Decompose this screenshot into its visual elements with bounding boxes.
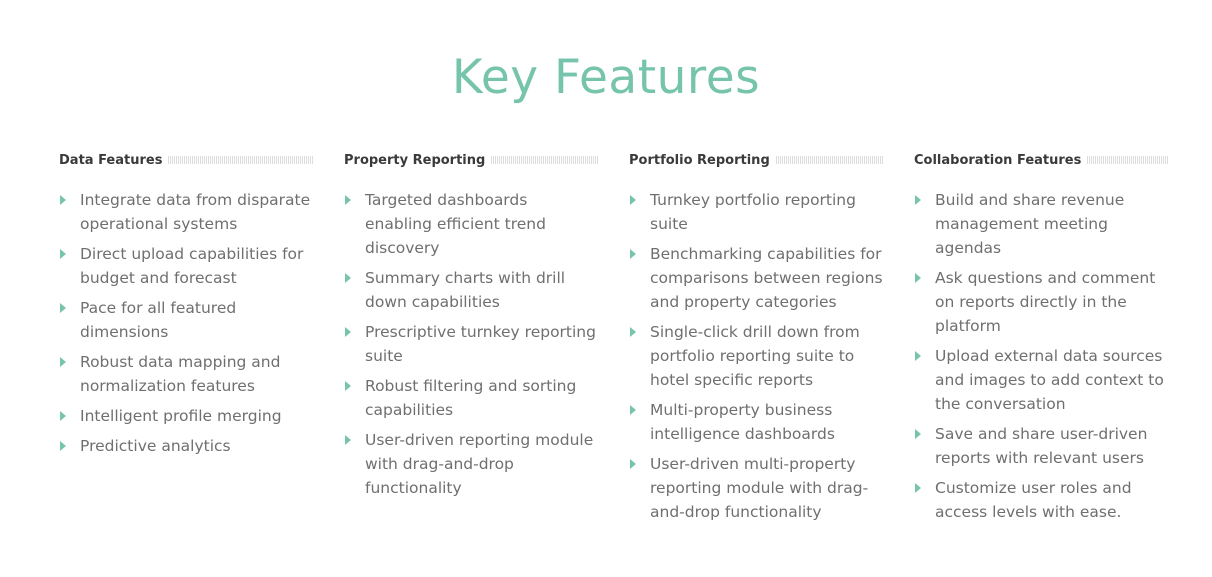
list-item [59,242,314,290]
list-item-text: Robust filtering and sorting capabilities [365,377,577,419]
column-header [344,150,599,170]
triangle-bullet-icon [915,351,921,361]
triangle-bullet-icon [915,429,921,439]
list-item-text: Ask questions and comment on reports directly in the platform [935,269,1156,335]
triangle-bullet-icon [345,195,351,205]
list-item [59,434,314,458]
triangle-bullet-icon [345,273,351,283]
feature-list [59,188,314,458]
triangle-bullet-icon [915,483,921,493]
triangle-bullet-icon [345,435,351,445]
feature-list [914,188,1169,524]
list-item [629,320,884,392]
list-item-text: Summary charts with drill down capabilities [365,269,566,311]
list-item-text: Turnkey portfolio reporting suite [650,191,856,233]
list-item-text: Benchmarking capabilities for comparisons between regions and property categories [650,245,883,311]
column-portfolio-reporting [629,150,884,530]
triangle-bullet-icon [630,327,636,337]
column-title: Property Reporting [344,152,486,168]
triangle-bullet-icon [630,195,636,205]
list-item [59,188,314,236]
dotted-divider [168,156,314,164]
list-item-text: Direct upload capabilities for budget and forecast [80,245,304,287]
triangle-bullet-icon [60,195,66,205]
triangle-bullet-icon [345,381,351,391]
list-item [344,320,599,368]
triangle-bullet-icon [60,441,66,451]
list-item-text: Single-click drill down from portfolio reporting suite to hotel specific reports [650,323,860,389]
list-item [344,266,599,314]
triangle-bullet-icon [915,195,921,205]
list-item [629,398,884,446]
dotted-divider [776,156,884,164]
list-item [914,188,1169,260]
column-data-features [59,150,314,530]
list-item-text: Robust data mapping and normalization features [80,353,281,395]
column-title: Data Features [59,152,163,168]
triangle-bullet-icon [915,273,921,283]
triangle-bullet-icon [630,249,636,259]
list-item [344,428,599,500]
triangle-bullet-icon [630,459,636,469]
list-item-text: Multi-property business intelligence dashboards [650,401,835,443]
triangle-bullet-icon [60,411,66,421]
list-item [59,350,314,398]
feature-list [344,188,599,500]
list-item-text: Save and share user-driven reports with relevant users [935,425,1148,467]
list-item-text: Upload external data sources and images to add context to the conversation [935,347,1164,413]
triangle-bullet-icon [60,357,66,367]
feature-list [629,188,884,524]
dotted-divider [1087,156,1169,164]
list-item-text: Targeted dashboards enabling efficient trend discovery [365,191,546,257]
list-item-text: User-driven multi-property reporting module with drag-and-drop functionality [650,455,869,521]
page-title: Key Features [451,50,761,105]
feature-columns [59,150,1169,530]
triangle-bullet-icon [630,405,636,415]
column-header [59,150,314,170]
column-collaboration-features [914,150,1169,530]
list-item [914,266,1169,338]
list-item-text: Customize user roles and access levels with ease. [935,479,1132,521]
column-property-reporting [344,150,599,530]
list-item [344,188,599,260]
triangle-bullet-icon [60,303,66,313]
column-title: Portfolio Reporting [629,152,770,168]
list-item-text: User-driven reporting module with drag-and-drop functionality [365,431,594,497]
list-item-text: Pace for all featured dimensions [80,299,237,341]
triangle-bullet-icon [345,327,351,337]
list-item [59,404,314,428]
list-item [629,242,884,314]
list-item [914,476,1169,524]
column-title: Collaboration Features [914,152,1082,168]
list-item-text: Predictive analytics [80,437,231,455]
list-item-text: Intelligent profile merging [80,407,282,425]
list-item [629,188,884,236]
column-header [914,150,1169,170]
list-item [629,452,884,524]
list-item [914,422,1169,470]
list-item [59,296,314,344]
list-item-text: Prescriptive turnkey reporting suite [365,323,596,365]
triangle-bullet-icon [60,249,66,259]
list-item [344,374,599,422]
list-item-text: Integrate data from disparate operational systems [80,191,311,233]
list-item [914,344,1169,416]
column-header [629,150,884,170]
list-item-text: Build and share revenue management meeting agendas [935,191,1125,257]
dotted-divider [491,156,599,164]
